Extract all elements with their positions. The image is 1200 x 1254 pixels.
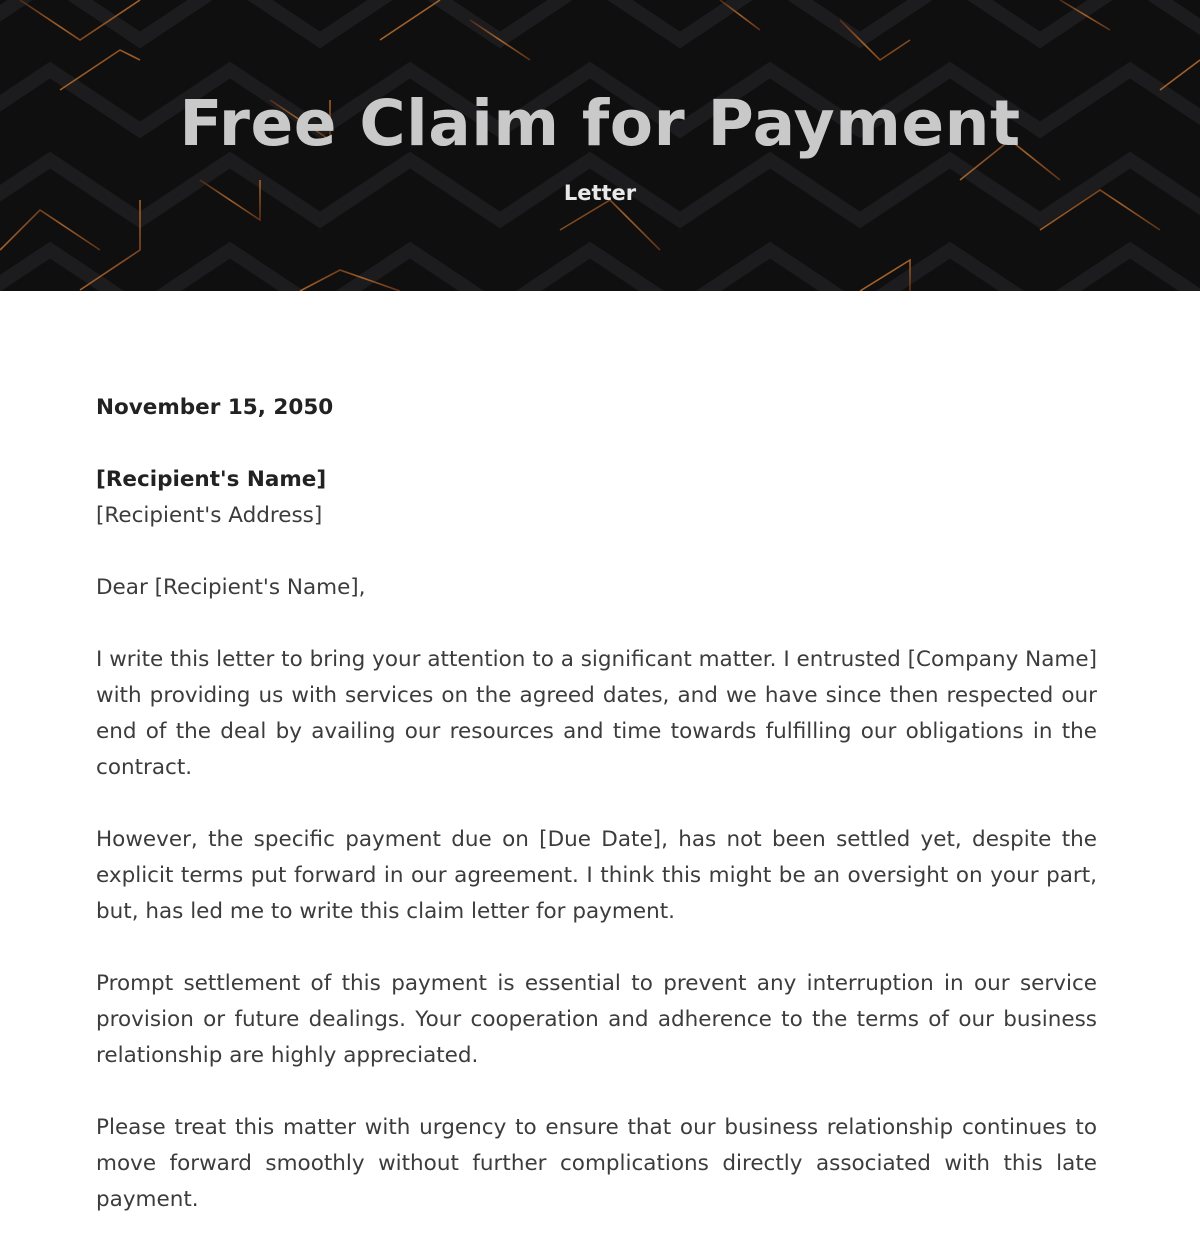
paragraph-4: Please treat this matter with urgency to ensure that our business relationship continues to move forward smoothly without further complications directly associated with this late payment. — [96, 1115, 1097, 1212]
letter-date: November 15, 2050 — [96, 395, 334, 420]
paragraph-1: I write this letter to bring your attention to a significant matter. I entrusted [Company Name] with providing us with services on the agreed dates, and we have since then respected our end of the deal by availing our resources and time towards fulfilling our obligations in the contract. — [96, 647, 1097, 780]
paragraph-2: However, the specific payment due on [Due Date], has not been settled yet, despite the explicit terms put forward in our agreement. I think this might be an oversight on your part, but, has led me to write this claim letter for payment. — [96, 827, 1097, 924]
letter-body — [96, 390, 1097, 1254]
page-subtitle: Letter — [563, 181, 637, 205]
page-title: Free Claim for Payment — [179, 87, 1021, 160]
paragraph-3: Prompt settlement of this payment is essential to prevent any interruption in our service provision or future dealings. Your cooperation and adherence to the terms of our business relationship are highly appreciated. — [96, 971, 1097, 1068]
salutation: Dear [Recipient's Name], — [96, 575, 366, 600]
recipient-address: [Recipient's Address] — [96, 503, 323, 528]
recipient-name: [Recipient's Name] — [96, 467, 327, 492]
header-banner — [0, 0, 1200, 291]
